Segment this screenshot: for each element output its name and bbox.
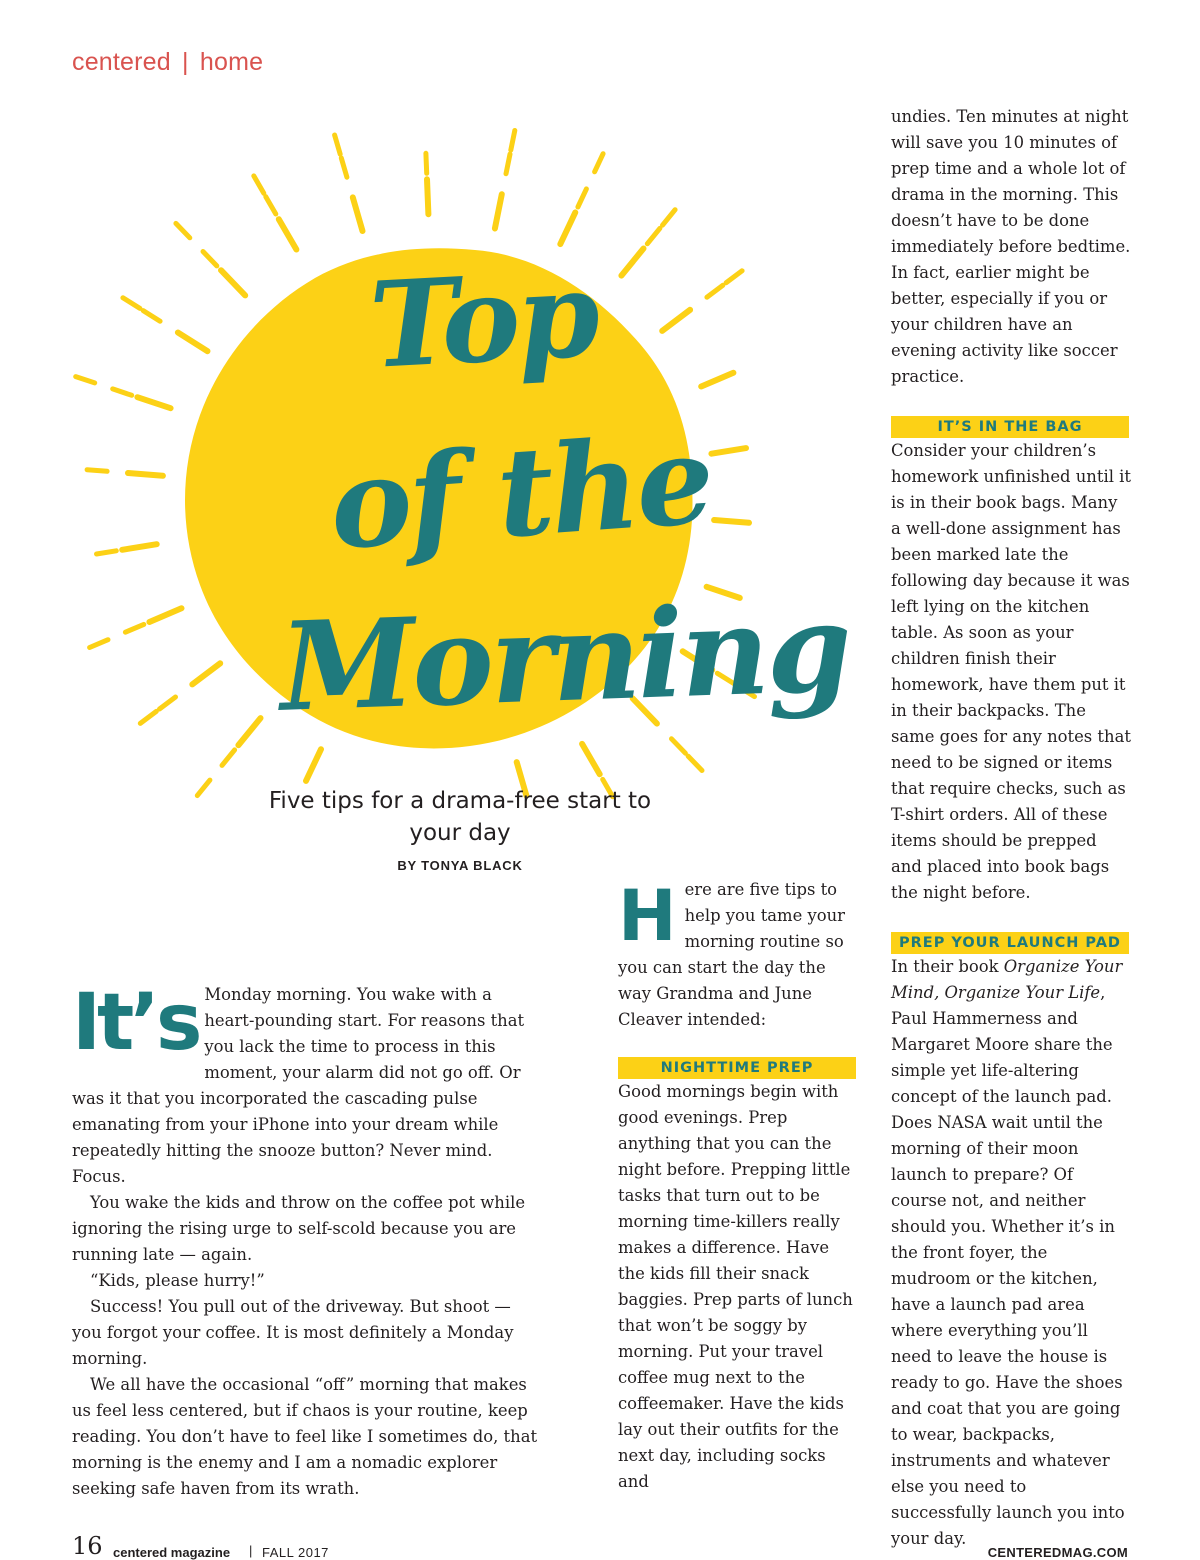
sun-ray bbox=[426, 153, 427, 173]
issue-label: FALL 2017 bbox=[262, 1545, 329, 1560]
sun-ray bbox=[197, 780, 210, 796]
magazine-name: centered magazine bbox=[113, 1545, 231, 1560]
footer-separator: | bbox=[249, 1543, 253, 1558]
sun-ray bbox=[279, 219, 297, 249]
sun-ray bbox=[663, 210, 676, 226]
sun-ray bbox=[335, 135, 341, 154]
sun-ray bbox=[238, 718, 260, 745]
sun-ray bbox=[128, 473, 163, 476]
sun-ray bbox=[203, 252, 217, 266]
sun-ray bbox=[595, 154, 604, 172]
sun-ray bbox=[707, 285, 723, 297]
nighttime-body: Good mornings begin with good evenings. Prep anything that you can the night before. Prepping little tasks that turn out to be morning time-killers really makes a difference. Have the kids fill their snack baggies. Prep parts of lunch that won’t be soggy by morning. Put your travel coffee mug next to the coffeemaker. Have the kids lay out their outfits for the next day, including socks and bbox=[618, 1082, 853, 1491]
sun-ray bbox=[726, 271, 742, 283]
launch-body-after: , Paul Hammerness and Margaret Moore share the simple yet life-altering concept of the launch pad. Does NASA wait until the morning of their moon launch to prepare? Of course not, and neither should you. Whether it’s in the front foyer, the mudroom or the kitchen, have a launch pad area where everything you’ll need to leave the house is ready to go. Have the shoes and coat that you are going to wear, backpacks, instruments and whatever else you need to successfully launch you into your day. bbox=[891, 983, 1125, 1548]
sun-ray bbox=[341, 158, 347, 177]
sun-ray bbox=[113, 389, 132, 395]
byline: BY TONYA BLACK bbox=[397, 858, 523, 873]
sun-ray bbox=[353, 197, 363, 231]
section-label bbox=[72, 48, 263, 77]
tips-dropcap: H bbox=[618, 875, 677, 957]
sun-ray bbox=[137, 397, 170, 408]
launch-heading: PREP YOUR LAUNCH PAD bbox=[891, 932, 1129, 954]
intro-dropcap: It’s bbox=[72, 978, 199, 1068]
intro-paragraph-2: You wake the kids and throw on the coffee pot while ignoring the rising urge to self-scold because you are running late — again. bbox=[72, 1193, 526, 1264]
sun-ray bbox=[192, 663, 220, 684]
sun-ray bbox=[178, 333, 208, 352]
bag-body: Consider your children’s homework unfinished until it is in their book bags. Many a well-done assignment has been marked late the following day because it was left lying on the kitchen table. As soon as your children finish their homework, have them put it in their backpacks. The same goes for any notes that need to be signed or items that require checks, such as T-shirt orders. All of these items should be prepped and placed into book bags the night before. bbox=[891, 441, 1131, 902]
sun-ray bbox=[511, 131, 515, 151]
sun-ray bbox=[122, 544, 157, 550]
sun-ray bbox=[662, 310, 690, 331]
sun-ray bbox=[647, 228, 660, 244]
intro-paragraph-3: “Kids, please hurry!” bbox=[90, 1271, 265, 1290]
intro-paragraph-1: Monday morning. You wake with a heart-pounding start. For reasons that you lack the time to process in this moment, your alarm did not go off. Or was it that you incorporated the cascading pulse emanating from your iPhone into your dream while repeatedly hitting the snooze button? Never mind. Focus. bbox=[72, 985, 525, 1186]
sun-ray bbox=[254, 176, 264, 193]
subsection-name: home bbox=[199, 48, 264, 76]
sun-ray bbox=[578, 189, 587, 207]
sun-ray bbox=[87, 470, 107, 472]
sun-ray bbox=[506, 154, 510, 174]
tips-column bbox=[618, 877, 858, 1495]
sun-ray bbox=[711, 448, 746, 454]
sun-ray bbox=[701, 373, 733, 387]
website-url: CENTEREDMAG.COM bbox=[987, 1545, 1128, 1560]
page-number: 16 bbox=[72, 1532, 103, 1560]
sun-ray bbox=[672, 739, 686, 753]
title-line-2: of the bbox=[325, 406, 716, 578]
sun-ray bbox=[143, 311, 160, 322]
sun-ray bbox=[90, 640, 108, 648]
sun-ray bbox=[222, 750, 235, 766]
sun-ray bbox=[714, 520, 749, 523]
sun-ray bbox=[160, 697, 176, 709]
intro-column bbox=[72, 978, 540, 1502]
launch-body bbox=[891, 954, 1131, 1552]
intro-paragraph-5: We all have the occasional “off” morning that makes us feel less centered, but if chaos is your routine, keep reading. You don’t have to feel like I sometimes do, that morning is the enemy and I am a nomadic explorer seeking safe haven from its wrath. bbox=[72, 1375, 538, 1498]
bag-heading: IT’S IN THE BAG bbox=[891, 416, 1129, 438]
sun-ray bbox=[688, 756, 702, 770]
sun-ray bbox=[221, 270, 245, 295]
sun-ray bbox=[560, 212, 575, 244]
sun-ray bbox=[176, 223, 190, 237]
sun-ray bbox=[123, 298, 140, 309]
title-line-3: Morning bbox=[277, 575, 852, 739]
sun-ray bbox=[306, 749, 321, 781]
nighttime-continued: undies. Ten minutes at night will save you 10 minutes of prep time and a whole lot of drama in the morning. This doesn’t have to be done immediately before bedtime. In fact, earlier might be better, especially if you or your children have an evening activity like soccer practice. bbox=[891, 107, 1131, 386]
subtitle: Five tips for a drama-free start to your day bbox=[268, 788, 652, 846]
launch-body-before: In their book bbox=[891, 957, 1004, 976]
sun-ray bbox=[427, 179, 428, 214]
sun-ray bbox=[97, 551, 117, 554]
right-column bbox=[891, 104, 1131, 1552]
sun-ray bbox=[125, 624, 143, 632]
intro-paragraph-4: Success! You pull out of the driveway. But shoot — you forgot your coffee. It is most definitely a Monday morning. bbox=[72, 1297, 514, 1368]
nighttime-heading: NIGHTTIME PREP bbox=[618, 1057, 856, 1079]
sun-ray bbox=[266, 197, 276, 214]
section-separator: | bbox=[182, 48, 189, 76]
sun-ray bbox=[582, 744, 600, 774]
sun-ray bbox=[76, 377, 95, 383]
sun-ray bbox=[621, 249, 643, 276]
sun-ray bbox=[140, 711, 156, 723]
title-line-1: Top bbox=[366, 244, 600, 395]
sun-ray bbox=[149, 608, 181, 622]
section-name: centered bbox=[72, 48, 171, 76]
tips-intro-text: ere are five tips to help you tame your morning routine so you can start the day the way Grandma and June Cleaver intended: bbox=[618, 880, 846, 1029]
book-title: Organize Your Mind, Organize Your Life bbox=[891, 957, 1123, 1002]
sun-ray bbox=[495, 194, 502, 228]
